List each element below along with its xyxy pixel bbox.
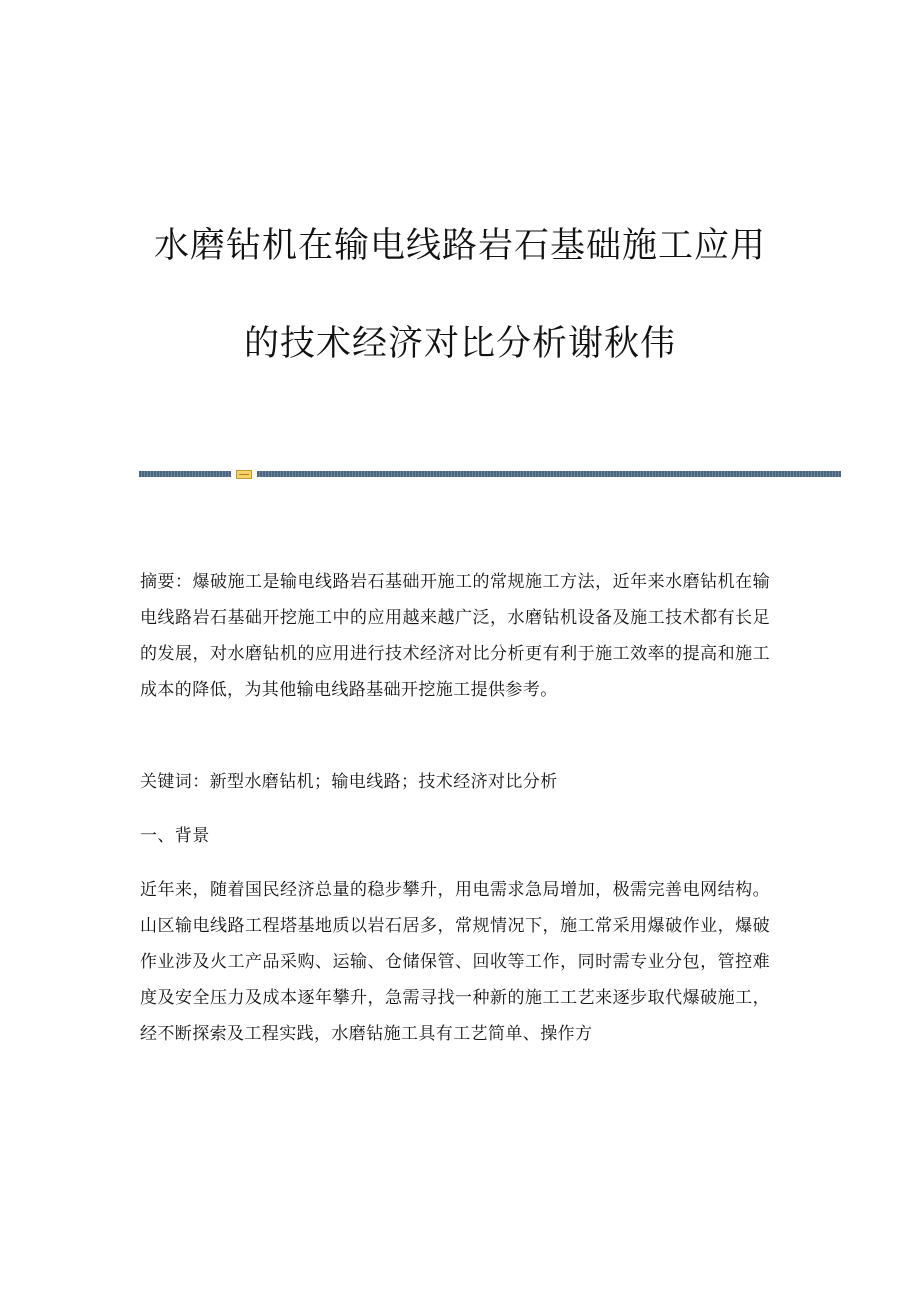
body-paragraph: 近年来，随着国民经济总量的稳步攀升，用电需求急局增加，极需完善电网结构。山区输电线路工程塔基地质以岩石居多，常规情况下，施工常采用爆破作业，爆破作业涉及火工产品采购、运输、仓储保管、回收等工作，同时需专业分包，管控难度及安全压力及成本逐年攀升，急需寻找一种新的施工工艺来逐步取代爆破施工，经不断探索及工程实践，水磨钻施工具有工艺简单、操作方 (140, 880, 770, 1044)
section-heading: 一、背景 (140, 826, 210, 846)
abstract-paragraph: 摘要：爆破施工是输电线路岩石基础开施工的常规施工方法，近年来水磨钻机在输电线路岩石基础开挖施工中的应用越来越广泛，水磨钻机设备及施工技术都有长足的发展，对水磨钻机的应用进行技术经济对比分析更有利于施工效率的提高和施工成本的降低，为其他输电线路基础开挖施工提供参考。 (140, 572, 770, 700)
divider-left-bar (139, 471, 231, 477)
keywords-line: 关键词：新型水磨钻机；输电线路；技术经济对比分析 (140, 772, 558, 792)
divider-right-bar (257, 471, 841, 477)
document-title-line-1: 水磨钻机在输电线路岩石基础施工应用 (153, 226, 766, 266)
divider-ornament-icon (236, 470, 252, 479)
document-title-line-2: 的技术经济对比分析谢秋伟 (243, 324, 676, 364)
title-divider (139, 470, 841, 479)
